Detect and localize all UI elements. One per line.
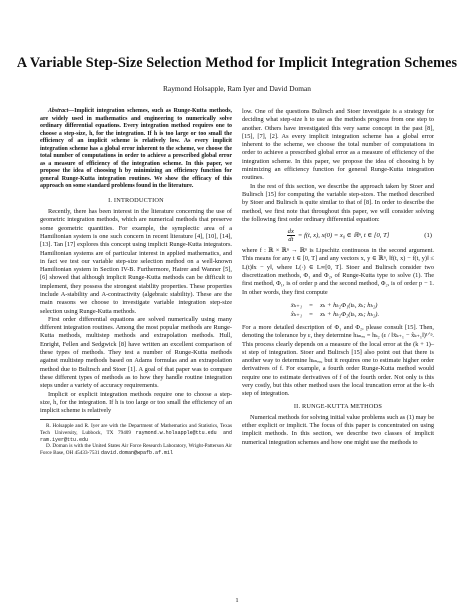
paper-title: A Variable Step-Size Selection Method for Implicit Integration Schemes (16, 55, 458, 71)
rk-equation-1-op: = (309, 301, 313, 309)
rk-equation-1 (242, 301, 434, 311)
equation-1 (242, 228, 434, 243)
footnote-2-email: david.doman@wpafb.af.mil (100, 449, 173, 456)
intro-paragraph-2: First order differential equations are solved numerically using many different integration routines. Among the most popular methods are Runge-Kutta methods, multistep methods and extrapolation methods. Hull, Enright, Fellen and Sedgwick [8] have written an excellent comparison of these types of methods. They test a number of Runge-Kutta methods against multistep methods based on Adams formulas and an extrapolation method due to Bulirsch and Stoer [1]. A goal of that paper was to compare these different types of methods as to how they handle routine integration steps under a variety of accuracy requirements. (40, 315, 232, 390)
footnote-rule (40, 419, 100, 420)
rk-equation-1-rhs: xₖ + hₖ₂Φ₁(tₖ, x̄ₖ; hₖ₂) (320, 301, 378, 309)
right-column (242, 108, 434, 447)
right-paragraph-5: Numerical methods for solving initial value problems such as (1) may be either explicit or implicit. The focus of this paper is concentrated on using implicit methods. In this section, we describe two classes of implicit numerical integration schemes and how one might use the methods to (242, 413, 434, 446)
equation-1-number: (1) (424, 231, 432, 239)
page-number: 1 (235, 597, 239, 604)
section-heading-introduction: I. INTRODUCTION (108, 197, 164, 205)
equation-1-denominator: dt (288, 236, 294, 244)
rk-equations (242, 301, 434, 320)
rk-equation-2 (242, 310, 434, 320)
abstract-text: —Implicit integration schemes, such as Runge-Kutta methods, are widely used in mathematics and engineering to numerically solve ordinary differential equations. Every integration method requires one to choose a step-size, h, for the integration. If h is too large or too small the efficiency of an implicit scheme is relatively low. As every implicit integration scheme has a global error inherent to the scheme, we choose the total number of computations in order to achieve a prescribed global error as a measure of efficiency of the integration scheme. In this paper, we propose the idea of choosing h by minimizing an efficiency function for general Runge-Kutta integration routines. We show the efficacy of this approach on some standard problems found in the literature. (40, 108, 232, 190)
footnote-1-text: R. Holsapple and R. Iyer are with the Department of Mathematics and Statistics, Texas Tech University, Lubbock, TX 79409 (40, 423, 232, 437)
rk-equation-2-rhs: xₖ + hₖ₂Φ₂(tₖ, xₖ; hₖ₂). (320, 311, 380, 319)
equation-1-fraction (287, 228, 295, 243)
right-paragraph-3: where f : ℝ × ℝⁿ → ℝⁿ is Lipschitz continuous in the second argument. This means for any t ∈ [0, T] and any vectors x, y ∈ ℝⁿ, ‖f(t, x) − f(t, y)‖ ≤ L(t)‖x − y‖, where L(·) ∈ L∞[0, T]. Stoer and Bulirsch consider two discretization methods, Φ₁ and Φ₂, of Runge-Kutta type to solve (1). The first method, Φ₁, is of order p and the second method, Φ₂, is of order p − 1. In other words, they first compute (242, 247, 434, 296)
abstract (40, 108, 232, 191)
section-heading-runge-kutta: II. RUNGE-KUTTA METHODS (293, 402, 383, 410)
footnote-1-emails: raymond.w.holsapple@ttu.edu and ram.iyer@ttu.edu (40, 430, 233, 443)
author-list: Raymond Holsapple, Ram Iyer and David Doman (163, 84, 311, 93)
intro-paragraph-1: Recently, there has been interest in the literature concerning the use of geometric integration methods, which are numerical methods that preserve some geometric quantities. For example, the symplectic area of a Hamiltonian system is one such concern in recent literature [4], [10], [14], [13]. Tan [17] explores this concept using implicit Runge-Kutta integrators. Hamiltonian systems are of particular interest in applied mathematics, and in fact we test our variable step-size selection method on a well-known Hamiltonian system in Section IV-B. Furthermore, Hairer and Wanner [5], [6] showed that although implicit Runge-Kutta methods can be difficult to implement, they possess the strongest stability properties. These properties include A-stability and A-contractivity (algebraic stability). These are the main reasons we choose to investigate variable integration step-size selection using Runge-Kutta methods. (40, 208, 232, 315)
right-paragraph-2: In the rest of this section, we describe the approach taken by Stoer and Bulirsch [15] for computing the variable step-sizes. The method described by Stoer and Bulirsch is quite similar to that of [8]. In order to describe the method, we first note that throughout this paper, we will consider solving the following first order ordinary differential equation: (242, 182, 434, 223)
rk-equation-1-lhs: x̄ₖ₊₁ (290, 301, 302, 309)
abstract-label: Abstract (48, 108, 69, 114)
rk-equation-2-lhs: x̂ₖ₊₁ (290, 311, 302, 319)
right-paragraph-4: For a more detailed description of Φ₁ and Φ₂, please consult [15]. Then, denoting the tolerance by ε, they determine hₖₙₑᵤ = hₖ₂ (ε / ‖x̄ₖ₊₁ − x̂ₖ₊₁‖)¹ᐟᵖ. This process clearly depends on a measure of the local error at the (k + 1)–st step of integration. Stoer and Bulirsch [15] also point out that there is another way to determine hₖₙₑᵤ, but it requires one to estimate higher order derivatives of f. For example, a fourth order Runge-Kutta method would require one to estimate derivatives of f of the fourth order. Not only is this very costly, but this other method uses the local truncation error at the k–th step of integration. (242, 323, 434, 398)
equation-1-rhs: = f(t, x), x(0) = x₀ ∈ ℝⁿ, t ∈ [0, T] (297, 231, 390, 239)
left-column (40, 108, 232, 456)
footnote-affiliation-2 (40, 443, 232, 456)
rk-equation-2-op: = (309, 311, 313, 319)
footnote-affiliation-1 (40, 423, 232, 443)
equation-1-numerator: dx (287, 228, 294, 236)
footnote-2-text: D. Doman is with the United States Air Force Research Laboratory, Wright-Patterson Air Force Base, OH 45433-7531 (40, 443, 232, 456)
right-paragraph-1: low. One of the questions Bulirsch and Stoer investigate is a strategy for deciding what step-size h to use as the methods progress from one step to another. Others have investigated this very same concept in the past [8], [15], [7], [2]. As every implicit integration scheme has a global error inherent to the scheme, we choose the total number of computations in order to achieve a prescribed global error as a measure of efficiency of the integration scheme. In this paper, we propose the idea of choosing h by minimizing an efficiency function for general Runge-Kutta integration routines. (242, 108, 434, 182)
intro-paragraph-3: Implicit or explicit integration methods require one to choose a step-size, h, for the integration. If h is too large or too small the efficiency of an implicit scheme is relatively (40, 390, 232, 415)
equation-1-line (242, 228, 434, 243)
